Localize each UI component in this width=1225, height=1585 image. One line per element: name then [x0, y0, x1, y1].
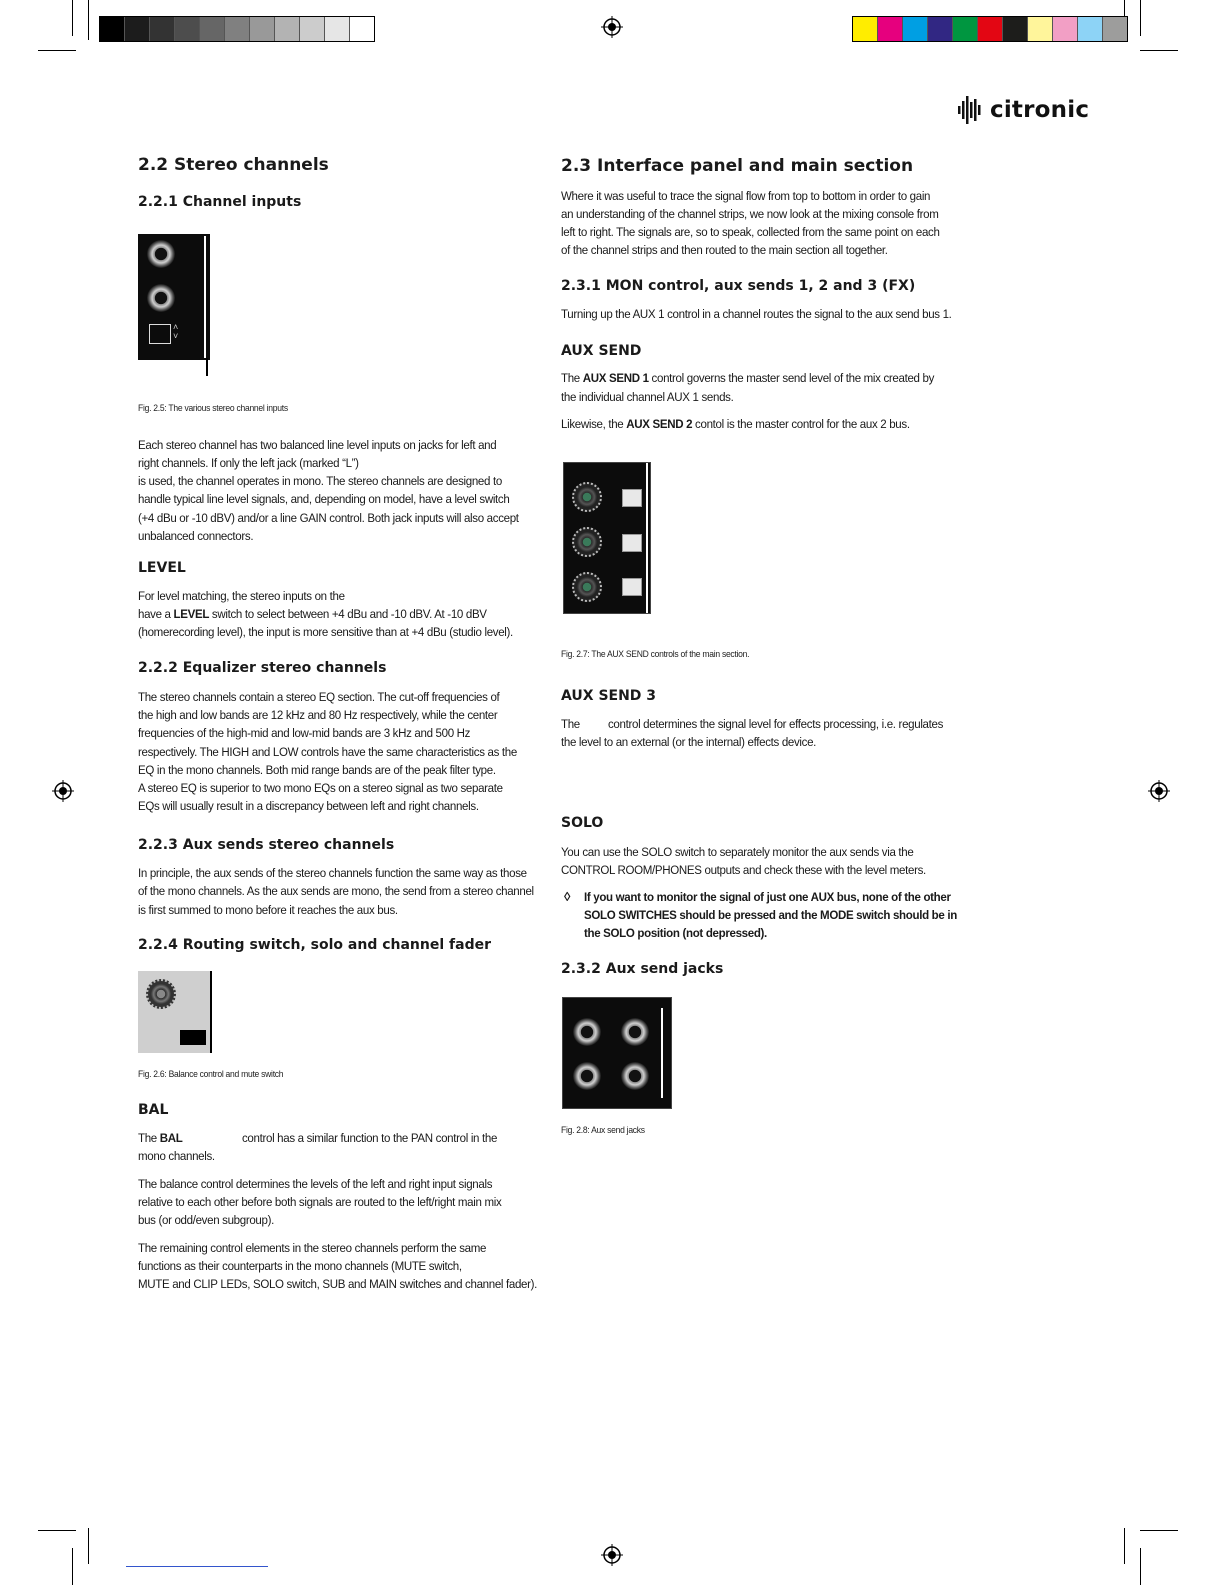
registration-mark-icon	[52, 780, 74, 802]
crop-mark	[1140, 1548, 1141, 1585]
figure-bracket	[206, 358, 208, 376]
crop-mark	[88, 1528, 89, 1564]
aux-send-jack-icon	[621, 1018, 649, 1046]
text-line: bus (or odd/even subgroup).	[138, 1213, 274, 1227]
color-swatch	[1053, 17, 1078, 41]
process-color-bar	[852, 16, 1128, 42]
subsection-title-2-3-1: 2.3.1 MON control, aux sends 1, 2 and 3 (FX)	[561, 278, 916, 294]
text-line: You can use the SOLO switch to separately monitor the aux sends via the	[561, 845, 914, 859]
subsection-title-2-2-2: 2.2.2 Equalizer stereo channels	[138, 660, 387, 676]
color-swatch	[878, 17, 903, 41]
color-swatch	[1103, 17, 1127, 41]
text-line: right channels. If only the left jack (marked “L”)	[138, 456, 359, 470]
crop-mark	[1140, 0, 1141, 36]
text-line: The AUX SEND 1 control governs the master send level of the mix created by	[561, 371, 935, 385]
text-line: the level to an external (or the internal) effects device.	[561, 735, 817, 749]
text-line: For level matching, the stereo inputs on the	[138, 589, 345, 603]
aux-send-jack-icon	[573, 1062, 601, 1090]
registration-mark-icon	[1148, 780, 1170, 802]
text-line: the SOLO position (not depressed).	[584, 926, 767, 940]
text-line: A stereo EQ is superior to two mono EQs on a stereo signal as two separate	[138, 781, 503, 795]
grayscale-bar	[99, 16, 375, 42]
crop-mark	[38, 50, 76, 51]
color-swatch	[978, 17, 1003, 41]
text-line: The	[561, 717, 580, 731]
text-line: Where it was useful to trace the signal flow from top to bottom in order to gain	[561, 189, 931, 203]
crop-mark	[72, 1548, 73, 1585]
text-line: control has a similar function to the PAN control in the	[242, 1131, 498, 1145]
text-line: The BAL	[138, 1131, 183, 1145]
crop-mark	[72, 0, 73, 36]
color-swatch	[175, 17, 200, 41]
brand-name: citronic	[990, 97, 1090, 123]
color-swatch	[300, 17, 325, 41]
paragraph-aux-send-2: Likewise, the AUX SEND 2 contol is the master control for the aux 2 bus.	[561, 417, 910, 431]
text-line: relative to each other before both signals are routed to the left/right main mix	[138, 1195, 502, 1209]
text-line: In principle, the aux sends of the stereo channels function the same way as those	[138, 866, 527, 880]
color-swatch	[350, 17, 374, 41]
text-line: (+4 dBu or -10 dBV) and/or a line GAIN control. Both jack inputs will also accept	[138, 511, 519, 525]
text-line: control determines the signal level for effects processing, i.e. regulates	[608, 717, 944, 731]
brand-logo	[958, 96, 1089, 124]
level-switch-icon	[149, 324, 171, 344]
figure-balance-mute	[138, 971, 212, 1053]
aux-send-knob-icon	[572, 482, 602, 512]
aux-send-jack-icon	[573, 1018, 601, 1046]
subsection-title-2-2-3: 2.2.3 Aux sends stereo channels	[138, 837, 395, 853]
balance-knob-icon	[146, 979, 176, 1009]
chevron-up-down-icon: ˄ ˅	[173, 322, 179, 341]
paragraph-aux1: Turning up the AUX 1 control in a channel routes the signal to the aux send bus 1.	[561, 307, 952, 321]
heading-aux-send: AUX SEND	[561, 343, 642, 359]
text-line: frequencies of the high-mid and low-mid bands are 3 kHz and 500 Hz	[138, 726, 471, 740]
aux-send-knob-icon	[572, 572, 602, 602]
text-line: have a LEVEL switch to select between +4 dBu and -10 dBV. At -10 dBV	[138, 607, 487, 621]
heading-aux-send-3: AUX SEND 3	[561, 688, 657, 704]
subsection-title-2-2-1: 2.2.1 Channel inputs	[138, 194, 302, 210]
color-swatch	[200, 17, 225, 41]
text-line: CONTROL ROOM/PHONES outputs and check these with the level meters.	[561, 863, 926, 877]
text-line: left to right. The signals are, so to speak, collected from the same point on each	[561, 225, 940, 239]
jack-input-icon	[147, 284, 175, 312]
color-swatch	[1003, 17, 1028, 41]
heading-level: LEVEL	[138, 560, 186, 576]
aux-send-jack-icon	[621, 1062, 649, 1090]
solo-switch-icon	[622, 534, 642, 552]
crop-mark	[1140, 1530, 1178, 1531]
heading-bal: BAL	[138, 1102, 169, 1118]
color-swatch	[953, 17, 978, 41]
mute-switch-icon	[180, 1030, 206, 1045]
text-line: is used, the channel operates in mono. The stereo channels are designed to	[138, 474, 502, 488]
registration-mark-icon	[601, 1544, 623, 1566]
link-underline	[126, 1566, 268, 1567]
color-swatch	[928, 17, 953, 41]
text-line: Each stereo channel has two balanced line level inputs on jacks for left and	[138, 438, 497, 452]
text-line: the individual channel AUX 1 sends.	[561, 390, 734, 404]
text-line: of the mono channels. As the aux sends are mono, the send from a stereo channel	[138, 884, 534, 898]
crop-mark	[38, 1530, 76, 1531]
color-swatch	[853, 17, 878, 41]
color-swatch	[250, 17, 275, 41]
crop-mark	[88, 0, 89, 40]
diamond-bullet-icon: ◊	[564, 889, 571, 904]
section-title-2-2: 2.2 Stereo channels	[138, 155, 329, 175]
waveform-logo-icon	[958, 96, 984, 124]
heading-solo: SOLO	[561, 815, 604, 831]
subsection-title-2-2-4: 2.2.4 Routing switch, solo and channel fader	[138, 937, 491, 953]
color-swatch	[150, 17, 175, 41]
text-line: The stereo channels contain a stereo EQ section. The cut-off frequencies of	[138, 690, 500, 704]
color-swatch	[275, 17, 300, 41]
color-swatch	[225, 17, 250, 41]
crop-mark	[1140, 50, 1178, 51]
color-swatch	[325, 17, 350, 41]
text-line: of the channel strips and then routed to the main section all together.	[561, 243, 888, 257]
section-title-2-3: 2.3 Interface panel and main section	[561, 156, 914, 176]
text-line: The balance control determines the levels of the left and right input signals	[138, 1177, 493, 1191]
text-line: (homerecording level), the input is more sensitive than at +4 dBu (studio level).	[138, 625, 513, 639]
color-swatch	[1028, 17, 1053, 41]
figure-caption: Fig. 2.6: Balance control and mute switch	[138, 1069, 284, 1080]
figure-caption: Fig. 2.8: Aux send jacks	[561, 1125, 645, 1136]
subsection-title-2-3-2: 2.3.2 Aux send jacks	[561, 961, 724, 977]
text-line: If you want to monitor the signal of just one AUX bus, none of the other	[584, 890, 951, 904]
jack-input-icon	[147, 240, 175, 268]
solo-switch-icon	[622, 578, 642, 596]
text-line: SOLO SWITCHES should be pressed and the MODE switch should be in	[584, 908, 957, 922]
text-line: unbalanced connectors.	[138, 529, 254, 543]
text-line: the high and low bands are 12 kHz and 80 Hz respectively, while the center	[138, 708, 498, 722]
text-line: EQs will usually result in a discrepancy between left and right channels.	[138, 799, 479, 813]
aux-send-knob-icon	[572, 527, 602, 557]
figure-caption: Fig. 2.5: The various stereo channel inputs	[138, 403, 288, 414]
color-swatch	[1078, 17, 1103, 41]
text-line: EQ in the mono channels. Both mid range bands are of the peak filter type.	[138, 763, 496, 777]
text-line: respectively. The HIGH and LOW controls have the same characteristics as the	[138, 745, 517, 759]
text-line: MUTE and CLIP LEDs, SOLO switch, SUB and MAIN switches and channel fader).	[138, 1277, 538, 1291]
text-line: is first summed to mono before it reaches the aux bus.	[138, 903, 398, 917]
color-swatch	[100, 17, 125, 41]
text-line: an understanding of the channel strips, we now look at the mixing console from	[561, 207, 939, 221]
figure-caption: Fig. 2.7: The AUX SEND controls of the main section.	[561, 649, 750, 660]
crop-mark	[1124, 1528, 1125, 1564]
registration-mark-icon	[601, 16, 623, 38]
text-line: functions as their counterparts in the mono channels (MUTE switch,	[138, 1259, 462, 1273]
solo-switch-icon	[622, 489, 642, 507]
text-line: mono channels.	[138, 1149, 215, 1163]
figure-aux-send-controls	[563, 462, 651, 614]
color-swatch	[903, 17, 928, 41]
text-line: handle typical line level signals, and, depending on model, have a level switch	[138, 492, 510, 506]
figure-aux-send-jacks	[562, 997, 672, 1109]
text-line: The remaining control elements in the stereo channels perform the same	[138, 1241, 487, 1255]
color-swatch	[125, 17, 150, 41]
figure-stereo-inputs	[138, 234, 210, 360]
